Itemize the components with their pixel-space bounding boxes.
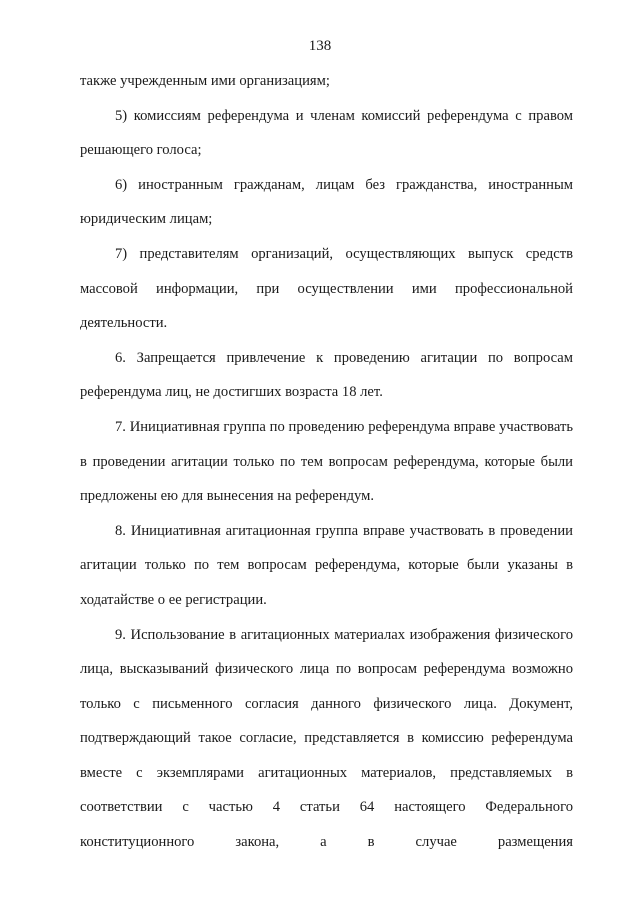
clause-6: 6. Запрещается привлечение к проведению агитации по вопросам референдума лиц, не достигших возраста 18 лет. xyxy=(80,349,573,401)
clause-7: 7. Инициативная группа по проведению референдума вправе участвовать в проведении агитации только по тем вопросам референдума, которые были предложены ею для вынесения на референдум. xyxy=(80,418,573,505)
clause-9: 9. Использование в агитационных материалах изображения физического лица, высказываний физического лица по вопросам референдума возможно только с письменного согласия данного физического лица. Документ, подтверждающий такое согласие, представляется в комиссию референдума вместе с экземплярами агитационных материалов, представляемых в соответствии с частью 4 статьи 64 настоящего Федерального конституционного закона, а в случае размещения xyxy=(80,626,573,851)
paragraph-continuation: также учрежденным ими организациям; xyxy=(80,73,330,89)
list-item-7: 7) представителям организаций, осуществляющих выпуск средств массовой информации, при осуществлении ими профессиональной деятельности. xyxy=(80,245,573,332)
list-item-5: 5) комиссиям референдума и членам комиссий референдума с правом решающего голоса; xyxy=(80,107,573,159)
page-number: 138 xyxy=(308,38,332,54)
clause-8: 8. Инициативная агитационная группа вправе участвовать в проведении агитации только по тем вопросам референдума, которые были указаны в ходатайстве о ее регистрации. xyxy=(80,522,573,608)
document-body xyxy=(80,64,573,860)
list-item-6: 6) иностранным гражданам, лицам без гражданства, иностранным юридическим лицам; xyxy=(80,176,573,228)
